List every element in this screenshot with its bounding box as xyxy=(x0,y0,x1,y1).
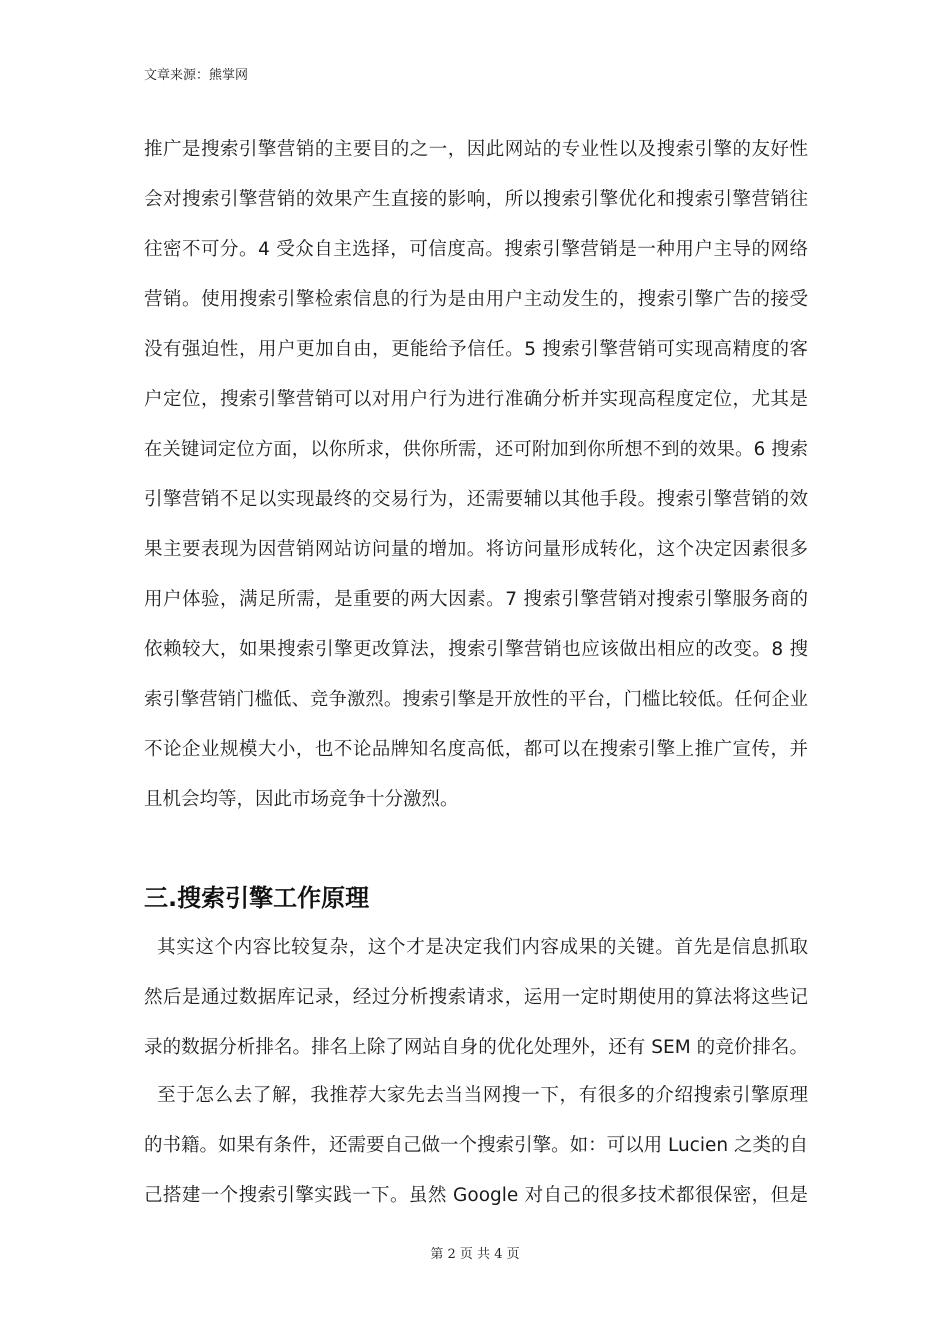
text-line: 依赖较大，如果搜索引擎更改算法，搜索引擎营销也应该做出相应的改变。8 搜 xyxy=(144,639,808,660)
body-paragraph-3 xyxy=(144,1071,808,1221)
text-line: 会对搜索引擎营销的效果产生直接的影响，所以搜索引擎优化和搜索引擎营销往 xyxy=(144,189,808,210)
text-line: 索引擎营销门槛低、竞争激烈。搜索引擎是开放性的平台，门槛比较低。任何企业 xyxy=(144,689,808,710)
text-line: 在关键词定位方面，以你所求，供你所需，还可附加到你所想不到的效果。6 搜索 xyxy=(144,439,808,460)
text-line: 没有强迫性，用户更加自由，更能给予信任。5 搜索引擎营销可实现高精度的客 xyxy=(144,339,808,360)
text-line: 其实这个内容比较复杂，这个才是决定我们内容成果的关键。首先是信息抓取 xyxy=(144,937,808,958)
text-line: 营销。使用搜索引擎检索信息的行为是由用户主动发生的，搜索引擎广告的接受 xyxy=(144,289,808,310)
text-line: 的书籍。如果有条件，还需要自己做一个搜索引擎。如：可以用 Lucien 之类的自 xyxy=(144,1135,808,1156)
text-line: 推广是搜索引擎营销的主要目的之一，因此网站的专业性以及搜索引擎的友好性 xyxy=(144,139,808,160)
text-line: 然后是通过数据库记录，经过分析搜索请求，运用一定时期使用的算法将这些记 xyxy=(144,987,808,1008)
text-line: 户定位，搜索引擎营销可以对用户行为进行准确分析并实现高程度定位，尤其是 xyxy=(144,389,808,410)
text-line: 录的数据分析排名。排名上除了网站自身的优化处理外，还有 SEM 的竞价排名。 xyxy=(144,1037,808,1058)
text-line: 引擎营销不足以实现最终的交易行为，还需要辅以其他手段。搜索引擎营销的效 xyxy=(144,489,808,510)
text-line: 且机会均等，因此市场竞争十分激烈。 xyxy=(144,789,459,810)
text-line: 果主要表现为因营销网站访问量的增加。将访问量形成转化，这个决定因素很多 xyxy=(144,539,808,560)
text-line: 至于怎么去了解，我推荐大家先去当当网搜一下，有很多的介绍搜索引擎原理 xyxy=(144,1085,808,1106)
body-paragraph-1 xyxy=(144,125,808,825)
section-heading: 三.搜索引擎工作原理 xyxy=(144,884,370,912)
text-line: 用户体验，满足所需，是重要的两大因素。7 搜索引擎营销对搜索引擎服务商的 xyxy=(144,589,808,610)
page-number-footer: 第 2 页 共 4 页 xyxy=(430,1247,520,1262)
text-line: 往密不可分。4 受众自主选择，可信度高。搜索引擎营销是一种用户主导的网络 xyxy=(144,239,808,260)
text-line: 不论企业规模大小，也不论品牌知名度高低，都可以在搜索引擎上推广宣传，并 xyxy=(144,739,808,760)
document-source-header: 文章来源：熊掌网 xyxy=(144,68,249,83)
body-paragraph-2 xyxy=(144,923,808,1073)
text-line: 己搭建一个搜索引擎实践一下。虽然 Google 对自己的很多技术都很保密，但是 xyxy=(144,1185,808,1206)
